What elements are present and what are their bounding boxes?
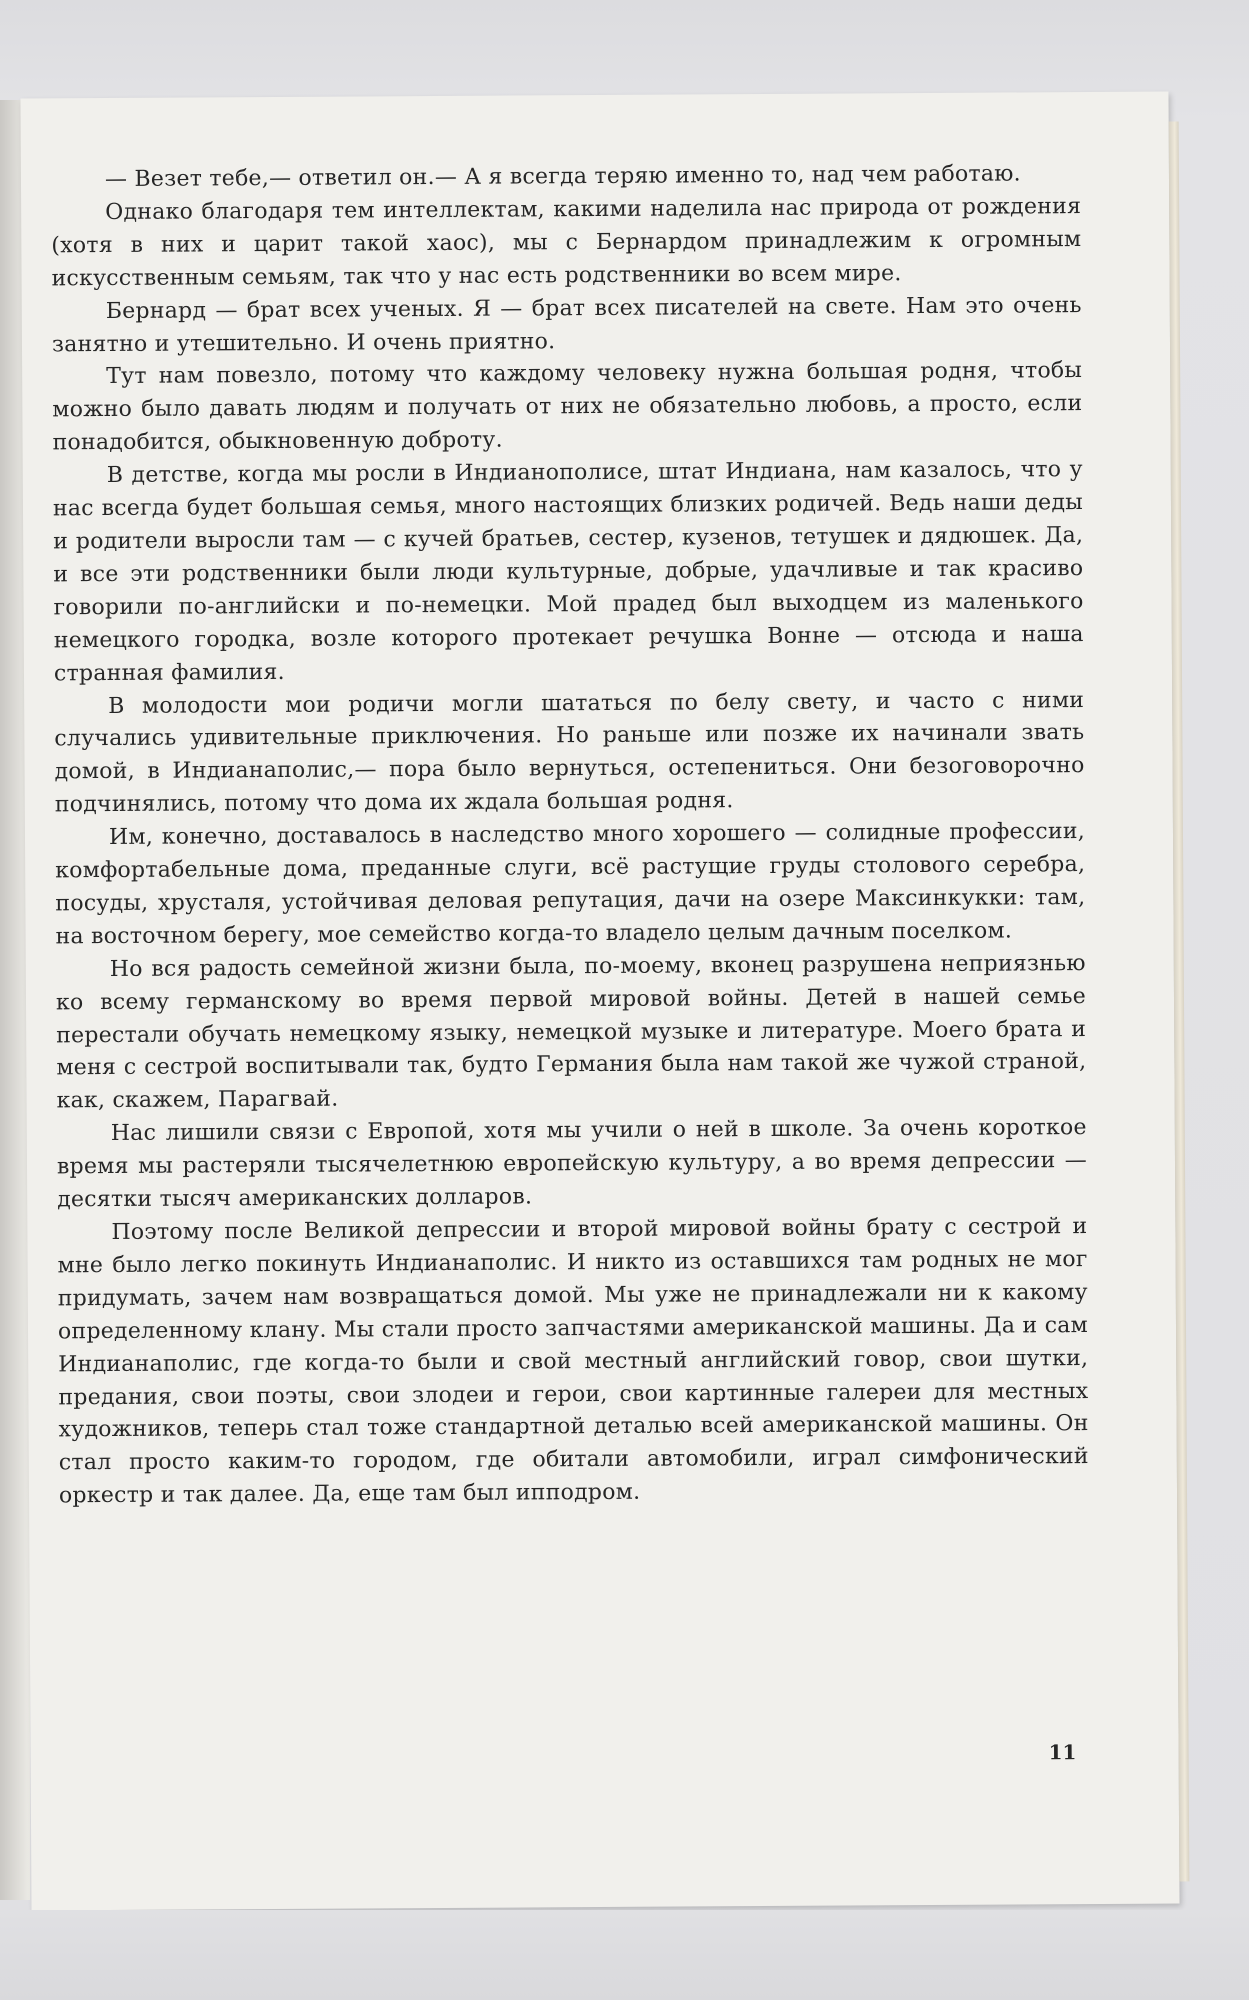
page-edge <box>1169 121 1190 1881</box>
paragraph-1: — Везет тебе,— ответил он.— А я всегда теряю именно то, над чем работаю. <box>104 161 1021 193</box>
paragraph-2: Однако благодаря тем интеллектам, какими наделила нас природа от рождения (хотя в них и царит такой хаос), мы с Бернардом принадлежим к огромным искусственным семьям, так что у нас есть родственники во всем мире. <box>51 193 1082 292</box>
paragraph-4: Тут нам повезло, потому что каждому человеку нужна большая родня, чтобы можно было давать людям и получать от них не обязательно любовь, а просто, если понадобится, обыкновенную доброту. <box>52 358 1083 456</box>
paragraph-10: Поэтому после Великой депрессии и второй мировой войны брату с сестрой и мне было легко покинуть Индианаполис. И никто из оставшихся там родных не мог придумать, зачем нам возвращаться домой. Мы уже не принадлежали ни к какому определенному клану. Мы стали просто запчастями американской машины. Да и сам Индианаполис, где когда-то были и свой местный английский говор, свои шутки, предания, свои поэты, свои злодеи и герои, свои картинные галереи для местных художников, теперь стал тоже стандартной деталью всей американской машины. Он стал просто каким-то городом, где обитали автомобили, играл симфонический оркестр и так далее. Да, еще там был ипподром. <box>57 1214 1089 1509</box>
paragraph-7: Им, конечно, доставалось в наследство много хорошего — солидные профессии, комфортабельные дома, преданные слуги, всё растущие груды столового серебра, посуды, хрусталя, устойчивая деловая репутация, дачи на озере Максинкукки: там, на восточном берегу, мое семейство когда-то владело целым дачным поселком. <box>55 819 1086 950</box>
paragraph-8: Но вся радость семейной жизни была, по-моему, вконец разрушена неприязнью ко всему германскому во время первой мировой войны. Детей в нашей семье перестали обучать немецкому языку, немецкой музыке и литературе. Моего брата и меня с сестрой воспитывали так, будто Германия была нам такой же чужой страной, как, скажем, Парагвай. <box>55 950 1087 1114</box>
paragraph-3: Бернард — брат всех ученых. Я — брат всех писателей на свете. Нам это очень занятно и утешительно. И очень приятно. <box>51 292 1082 357</box>
background-surface <box>0 1910 1249 2000</box>
body-text <box>51 158 1089 1513</box>
paragraph-6: В молодости мои родичи могли шататься по белу свету, и часто с ними случались удивительные приключения. Но раньше или позже их начинали звать домой, в Индианаполис,— пора было вернуться, остепениться. Они безоговорочно подчинялись, потому что дома их ждала большая родня. <box>54 687 1085 818</box>
page-number: 11 <box>1048 1740 1077 1765</box>
paragraph-5: В детстве, когда мы росли в Индианополисе, штат Индиана, нам казалось, что у нас всегда будет большая семья, много настоящих близких родичей. Ведь наши деды и родители выросли там — с кучей братьев, сестер, кузенов, тетушек и дядюшек. Да, и все эти родственники были люди культурные, добрые, удачливые и так красиво говорили по-английски и по-немецки. Мой прадед был выходцем из маленького немецкого городка, возле которого протекает речушка Вонне — отсюда и наша странная фамилия. <box>52 457 1084 686</box>
book-page <box>20 92 1179 1911</box>
paragraph-9: Нас лишили связи с Европой, хотя мы учили о ней в школе. За очень короткое время мы растеряли тысячелетнюю европейскую культуру, а во время депрессии — десятки тысяч американских долларов. <box>56 1115 1088 1213</box>
